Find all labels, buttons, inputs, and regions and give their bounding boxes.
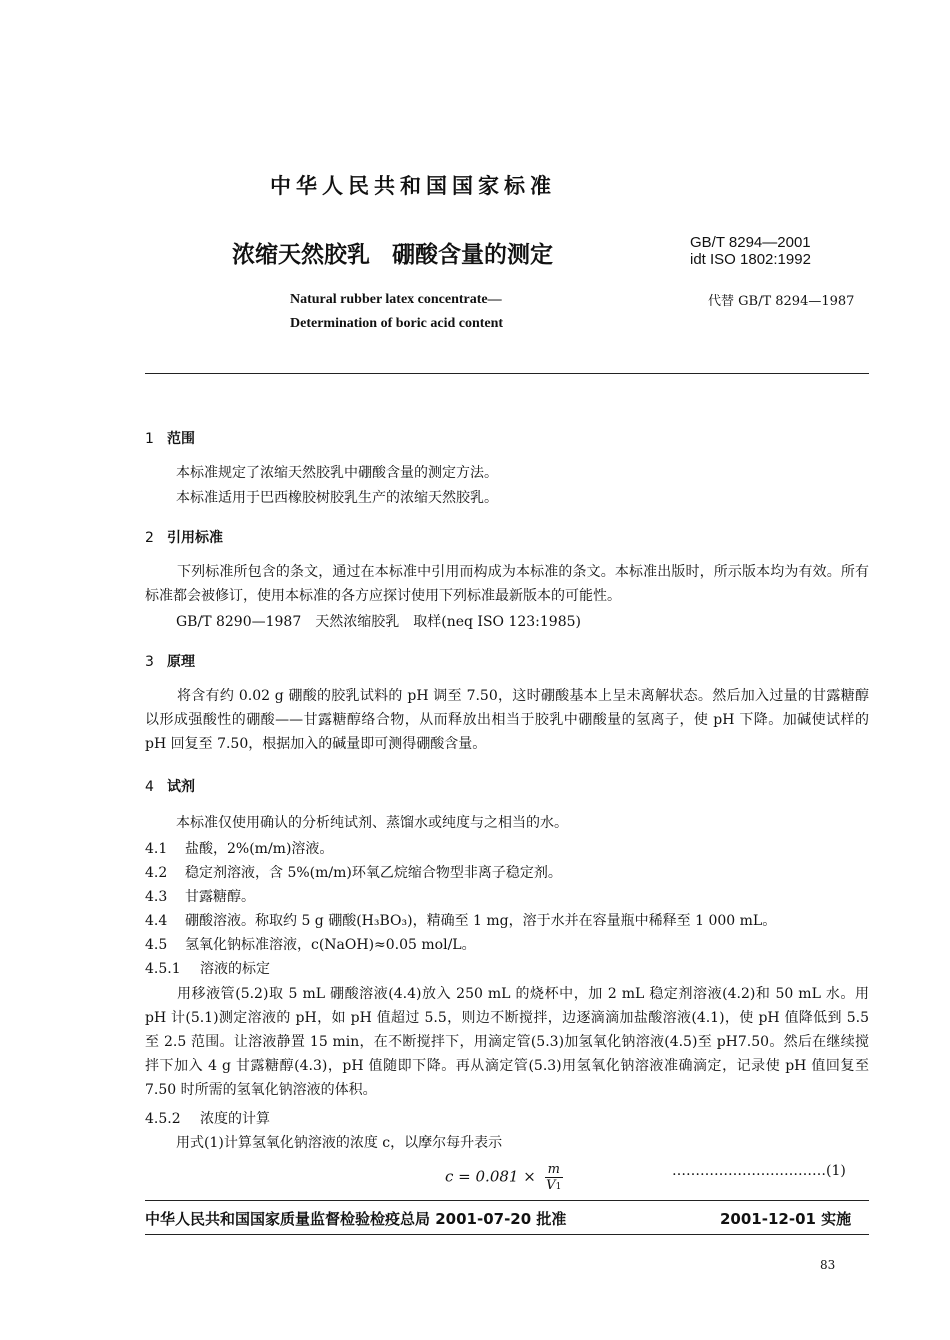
section-4-intro: 本标准仅使用确认的分析纯试剂、蒸馏水或纯度与之相当的水。	[176, 815, 568, 831]
standard-code-line2: idt ISO 1802:1992	[690, 251, 811, 268]
title-zh-part2: 硼酸含量的测定	[392, 242, 553, 268]
title-en-line2: Determination of boric acid content	[290, 316, 504, 331]
item-4-5-2-intro: 用式(1)计算氢氧化钠溶液的浓度 c，以摩尔每升表示	[176, 1135, 503, 1151]
formula-1	[445, 1162, 563, 1193]
section-1-line-1: 本标准规定了浓缩天然胶乳中硼酸含量的测定方法。	[176, 465, 498, 481]
replaces-standard: 代替 GB/T 8294—1987	[708, 294, 855, 309]
item-4-3	[145, 886, 255, 906]
section-1-heading	[145, 428, 195, 448]
item-4-3-text: 甘露糖醇。	[185, 889, 255, 905]
title-en-line1: Natural rubber latex concentrate—	[290, 292, 502, 307]
item-4-5-1-number: 4.5.1	[145, 961, 181, 977]
section-2-heading	[145, 527, 223, 547]
section-4-number: 4	[145, 779, 154, 795]
section-1-line-2: 本标准适用于巴西橡胶树胶乳生产的浓缩天然胶乳。	[176, 490, 498, 506]
item-4-1-number: 4.1	[145, 841, 168, 857]
footer-bottom-divider	[145, 1234, 869, 1235]
formula-denominator-sub: 1	[555, 1182, 562, 1192]
footer-divider	[145, 1200, 869, 1201]
section-3-paragraph: 将含有约 0.02 g 硼酸的胶乳试料的 pH 调至 7.50，这时硼酸基本上呈未离解状态。然后加入过量的甘露糖醇以形成强酸性的硼酸——甘露糖醇络合物，从而释放出相当于胶乳中硼酸量的氢离子，使 pH 下降。加碱使试样的 pH 回复至 7.50，根据加入的碱量即可测得硼酸含量。	[145, 688, 869, 752]
formula-denominator: V	[546, 1178, 556, 1193]
item-4-2-text: 稳定剂溶液，含 5%(m/m)环氧乙烷缩合物型非离子稳定剂。	[185, 865, 562, 881]
section-2-title: 引用标准	[167, 530, 223, 546]
section-2-reference: GB/T 8290—1987 天然浓缩胶乳 取样(neq ISO 123:1985)	[176, 614, 581, 630]
item-4-5-number: 4.5	[145, 937, 168, 953]
footer-effective-date: 2001-12-01 实施	[720, 1210, 852, 1228]
item-4-5-1	[145, 958, 270, 978]
header-divider	[145, 373, 869, 374]
item-4-5-2	[145, 1108, 270, 1128]
item-4-2	[145, 862, 562, 882]
standard-code	[690, 234, 811, 268]
item-4-5-1-paragraph: 用移液管(5.2)取 5 mL 硼酸溶液(4.4)放入 250 mL 的烧杯中，加 2 mL 稳定剂溶液(4.2)和 50 mL 水。用 pH 计(5.1)测定溶液的 pH，如 pH 值超过 5.5，则边不断搅拌，边逐滴滴加盐酸溶液(4.1)，使 pH 值降低到 5.5 至 2.5 范围。让溶液静置 15 min，在不断搅拌下，用滴定管(5.3)加氢氧化钠溶液(4.5)至 pH7.50。然后在继续搅拌下加入 4 g 甘露糖醇(4.3)，pH 值随即下降。再从滴定管(5.3)用氢氧化钠溶液准确滴定，记录使 pH 值回复至 7.50 时所需的氢氧化钠溶液的体积。	[145, 986, 869, 1098]
document-title-zh	[232, 236, 553, 269]
item-4-5-text: 氢氧化钠标准溶液，c(NaOH)≈0.05 mol/L。	[185, 937, 476, 953]
item-4-1	[145, 838, 333, 858]
formula-lhs: c = 0.081 ×	[445, 1167, 536, 1186]
item-4-1-text: 盐酸，2%(m/m)溶液。	[185, 841, 334, 857]
section-3-number: 3	[145, 654, 154, 670]
section-1-number: 1	[145, 431, 154, 447]
item-4-5-2-number: 4.5.2	[145, 1111, 181, 1127]
title-zh-part1: 浓缩天然胶乳	[232, 242, 370, 268]
formula-fraction	[545, 1162, 563, 1193]
section-4-title: 试剂	[167, 779, 195, 795]
section-3-title: 原理	[167, 654, 195, 670]
national-standard-heading: 中华人民共和国国家标准	[270, 174, 556, 198]
item-4-5-2-title: 浓度的计算	[200, 1111, 270, 1127]
footer-issuer: 中华人民共和国国家质量监督检验检疫总局 2001-07-20 批准	[145, 1210, 567, 1228]
standard-code-line1: GB/T 8294—2001	[690, 234, 811, 251]
page-number: 83	[820, 1258, 836, 1272]
section-2-number: 2	[145, 530, 154, 546]
section-3-heading	[145, 651, 195, 671]
item-4-3-number: 4.3	[145, 889, 168, 905]
item-4-4	[145, 910, 776, 930]
item-4-2-number: 4.2	[145, 865, 168, 881]
equation-number: ……………………………(1)	[672, 1163, 846, 1179]
item-4-5-1-title: 溶液的标定	[200, 961, 270, 977]
section-4-heading	[145, 776, 195, 796]
section-2-paragraph: 下列标准所包含的条文，通过在本标准中引用而构成为本标准的条文。本标准出版时，所示版本均为有效。所有标准都会被修订，使用本标准的各方应探讨使用下列标准最新版本的可能性。	[145, 564, 869, 604]
formula-numerator: m	[545, 1162, 563, 1178]
document-title-en	[290, 288, 503, 336]
item-4-4-number: 4.4	[145, 913, 168, 929]
item-4-5	[145, 934, 476, 954]
item-4-4-text: 硼酸溶液。称取约 5 g 硼酸(H₃BO₃)，精确至 1 mg，溶于水并在容量瓶中稀释至 1 000 mL。	[185, 913, 777, 929]
section-1-title: 范围	[167, 431, 195, 447]
